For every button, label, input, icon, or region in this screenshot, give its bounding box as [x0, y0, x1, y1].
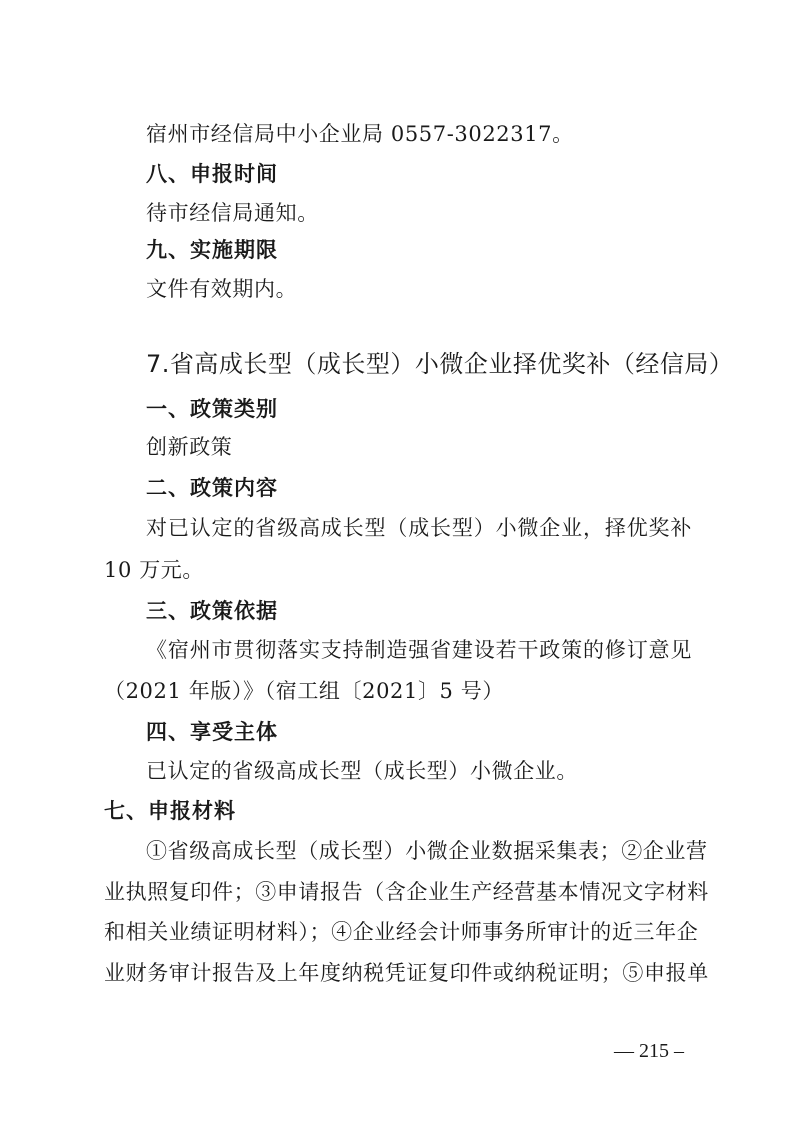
heading-beneficiary: 四、享受主体	[146, 720, 278, 744]
policy-category-text: 创新政策	[146, 435, 233, 459]
beneficiary-text: 已认定的省级高成长型（成长型）小微企业。	[146, 759, 578, 783]
materials-line-3: 和相关业绩证明材料）；④企业经会计师事务所审计的近三年企	[104, 920, 699, 944]
heading-application-time: 八、申报时间	[146, 162, 278, 186]
heading-application-materials: 七、申报材料	[104, 799, 236, 823]
application-time-text: 待市经信局通知。	[146, 201, 319, 225]
heading-policy-basis: 三、政策依据	[146, 599, 278, 623]
contact-line: 宿州市经信局中小企业局 0557-3022317。	[146, 122, 574, 146]
materials-line-4: 业财务审计报告及上年度纳税凭证复印件或纳税证明；⑤申报单	[104, 961, 709, 985]
page-number: — 215 –	[614, 1040, 684, 1062]
policy-content-line-1: 对已认定的省级高成长型（成长型）小微企业，择优奖补	[146, 516, 692, 540]
policy-basis-line-1: 《宿州市贯彻落实支持制造强省建设若干政策的修订意见	[146, 638, 692, 662]
heading-implementation-period: 九、实施期限	[146, 238, 278, 262]
materials-line-2: 业执照复印件；③申请报告（含企业生产经营基本情况文字材料	[104, 880, 709, 904]
materials-line-1: ①省级高成长型（成长型）小微企业数据采集表；②企业营	[146, 839, 708, 863]
policy-content-line-2: 10 万元。	[104, 558, 204, 582]
section-title: 7.省高成长型（成长型）小微企业择优奖补（经信局）	[146, 350, 734, 378]
heading-policy-content: 二、政策内容	[146, 476, 278, 500]
heading-policy-category: 一、政策类别	[146, 397, 278, 421]
implementation-period-text: 文件有效期内。	[146, 277, 298, 301]
policy-basis-line-2: （2021 年版）》（宿工组〔2021〕5 号）	[104, 679, 504, 703]
